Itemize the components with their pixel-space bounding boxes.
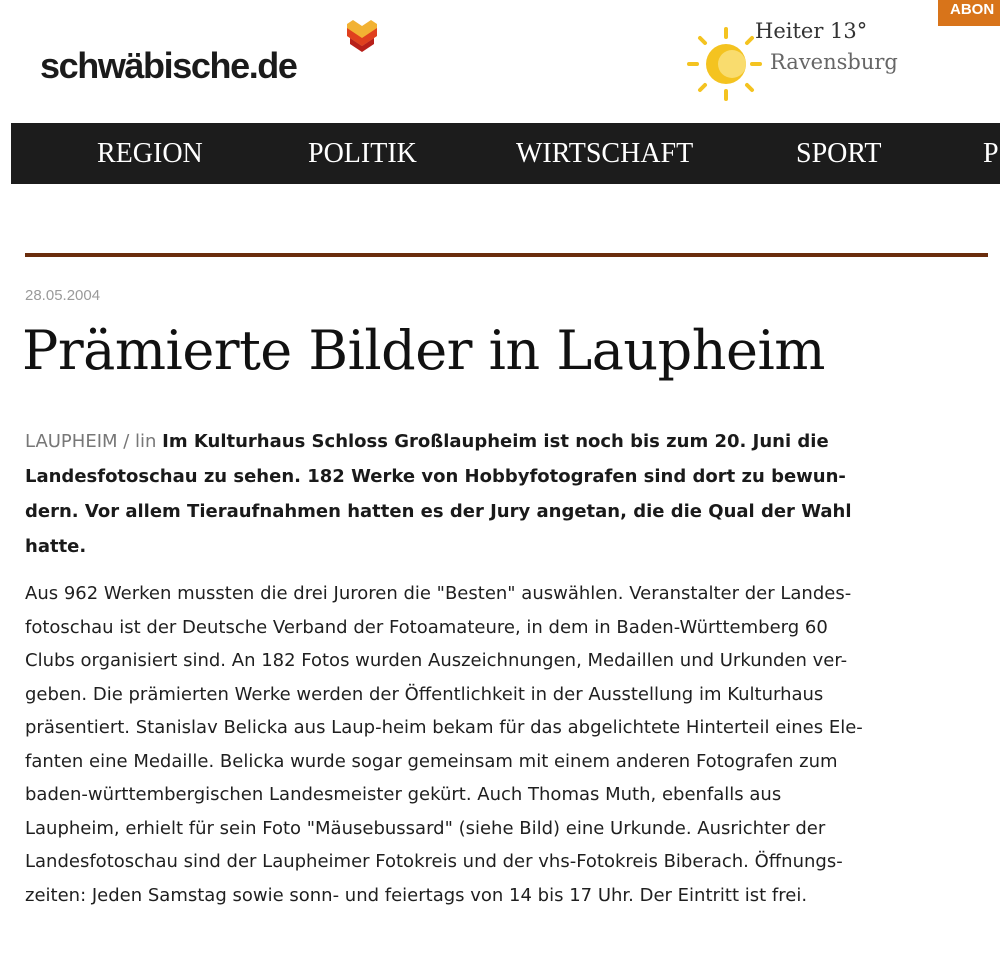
nav-item-region[interactable]: REGION: [97, 138, 203, 169]
nav-item-wirtschaft[interactable]: WIRTSCHAFT: [516, 138, 694, 169]
body-line: Clubs organisiert sind. An 182 Fotos wurden Auszeichnungen, Medaillen und Urkunden ver-: [25, 650, 848, 671]
article-author: / lin: [117, 431, 163, 452]
body-line: baden-württembergischen Landesmeister gekürt. Auch Thomas Muth, ebenfalls aus: [25, 784, 782, 805]
article-body: [25, 577, 993, 912]
lead-line: LAUPHEIM / lin Im Kulturhaus Schloss Großlaupheim ist noch bis zum 20. Juni die: [25, 431, 829, 452]
body-line: präsentiert. Stanislav Belicka aus Laup-heim bekam für das abgelichtete Hinterteil eines Ele-: [25, 717, 863, 738]
body-line: geben. Die prämierten Werke werden der Öffentlichkeit in der Ausstellung im Kulturhaus: [25, 683, 824, 705]
site-logo[interactable]: [40, 44, 297, 88]
sun-icon: [686, 26, 762, 102]
weather-condition: Heiter 13°: [755, 19, 868, 43]
nav-item-sport[interactable]: SPORT: [796, 138, 882, 169]
body-line: fotoschau ist der Deutsche Verband der Fotoamateure, in dem in Baden-Württemberg 60: [25, 616, 828, 638]
article-title: Prämierte Bilder in Laupheim: [22, 319, 825, 382]
nav-item-partial[interactable]: P: [983, 138, 999, 169]
lead-line: dern. Vor allem Tieraufnahmen hatten es der Jury angetan, die die Qual der Wahl: [25, 501, 852, 522]
body-line: zeiten: Jeden Samstag sowie sonn- und feiertags von 14 bis 17 Uhr. Der Eintritt ist frei.: [25, 884, 808, 906]
logo-text: schwäbische.de: [40, 45, 297, 86]
article-divider: [25, 253, 988, 257]
body-line: Aus 962 Werken mussten die drei Juroren die "Besten" auswählen. Veranstalter der Landes-: [25, 583, 852, 604]
lead-line: hatte.: [25, 536, 87, 557]
lead-line: Landesfotoschau zu sehen. 182 Werke von Hobbyfotografen sind dort zu bewun-: [25, 466, 846, 487]
body-line: Landesfotoschau sind der Laupheimer Fotokreis und der vhs-Fotokreis Biberach. Öffnungs-: [25, 851, 843, 872]
main-nav: [11, 123, 1000, 184]
weather-city[interactable]: Ravensburg: [770, 50, 898, 74]
logo-mark-icon: [344, 20, 380, 56]
article-lead: [25, 424, 993, 564]
nav-item-politik[interactable]: POLITIK: [308, 138, 417, 169]
body-line: fanten eine Medaille. Belicka wurde sogar gemeinsam mit einem anderen Fotografen zum: [25, 750, 838, 772]
article-date: 28.05.2004: [25, 287, 101, 304]
body-line: Laupheim, erhielt für sein Foto "Mäusebussard" (siehe Bild) eine Urkunde. Ausrichter der: [25, 817, 826, 839]
abo-button[interactable]: ABON: [938, 0, 1000, 26]
article-location: LAUPHEIM: [25, 431, 118, 452]
